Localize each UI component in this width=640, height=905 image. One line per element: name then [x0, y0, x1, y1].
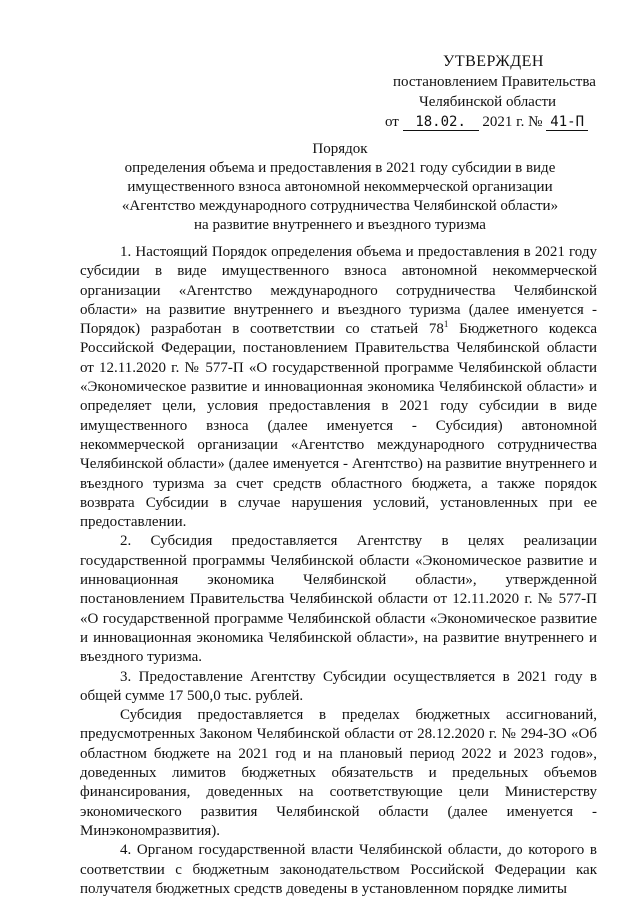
- superscript: 1: [443, 319, 449, 330]
- title-line-2: определения объема и предоставления в 2021 году субсидии в виде: [124, 160, 556, 176]
- date-prefix: от: [385, 114, 399, 130]
- title-line-3: имущественного взноса автономной некоммерческой организации: [127, 179, 553, 195]
- handwritten-date: 18.02.: [403, 115, 479, 131]
- approval-heading: УТВЕРЖДЕН: [443, 53, 544, 70]
- paragraph-5: 4. Органом государственной власти Челябинской области, до которого в соответствии с бюджетным законодательством Российской Федерации как получателя бюджетных средств доведены в установленном порядке лимиты: [80, 842, 597, 897]
- approval-line-2: Челябинской области: [419, 94, 557, 110]
- title-line-4: «Агентство международного сотрудничества Челябинской области»: [121, 198, 559, 214]
- paragraph-2: 2. Субсидия предоставляется Агентству в целях реализации государственной программы Челябинской области «Экономическое развитие и инновационная экономика Челябинской области», утвержденной постановлением Правительства Челябинской области от 12.11.2020 г. № 577-П «О государственной программе Челябинской области «Экономическое развитие и инновационная экономика Челябинской области», на развитие внутреннего и въездного туризма.: [80, 533, 597, 666]
- approval-date-line: [385, 112, 615, 132]
- title-line-5: на развитие внутреннего и въездного туризма: [194, 217, 486, 233]
- approval-line-1: постановлением Правительства: [393, 74, 596, 90]
- title-line-1: Порядок: [312, 141, 368, 157]
- document-body: [80, 243, 597, 899]
- handwritten-number: 41-П: [546, 115, 588, 131]
- paragraph-1-text-a: 1. Настоящий Порядок определения объема и предоставления в 2021 году субсидии в виде имущественного взноса автономной некоммерческой организации «Агентство международного сотрудничества Челябинской области» на развитие внутреннего и въездного туризма (далее именуется - Порядок) разработан в соответствии со статьей 78: [80, 244, 597, 338]
- approval-stamp: [385, 52, 615, 132]
- year-number-label: 2021 г. №: [482, 114, 543, 130]
- paragraph-1: [80, 243, 597, 532]
- paragraph-1-text-b: Бюджетного кодекса Российской Федерации, постановлением Правительства Челябинской области от 12.11.2020 г. № 577-П «О государственной программе Челябинской области «Экономическое развитие и инновационная экономика Челябинской области» и определяет цели, условия предоставления в 2021 году субсидии в виде имущественного взноса (далее именуется - Субсидия) автономной некоммерческой организации «Агентство международного сотрудничества Челябинской области» (далее именуется - Агентство) на развитие внутреннего и въездного туризма за счет средств областного бюджета, а также порядок возврата Субсидии в случае нарушения условий, установленных при ее предоставлении.: [80, 321, 597, 531]
- document-title: [80, 140, 600, 235]
- paragraph-4: Субсидия предоставляется в пределах бюджетных ассигнований, предусмотренных Законом Челябинской области от 28.12.2020 г. № 294-ЗО «Об областном бюджете на 2021 год и на плановый период 2022 и 2023 годов», доведенных лимитов бюджетных обязательств и предельных объемов финансирования, доведенных на соответствующие цели Министерству экономического развития Челябинской области (далее именуется - Минэкономразвития).: [80, 707, 597, 839]
- paragraph-3: 3. Предоставление Агентству Субсидии осуществляется в 2021 году в общей сумме 17 500,0 тыс. рублей.: [80, 668, 597, 704]
